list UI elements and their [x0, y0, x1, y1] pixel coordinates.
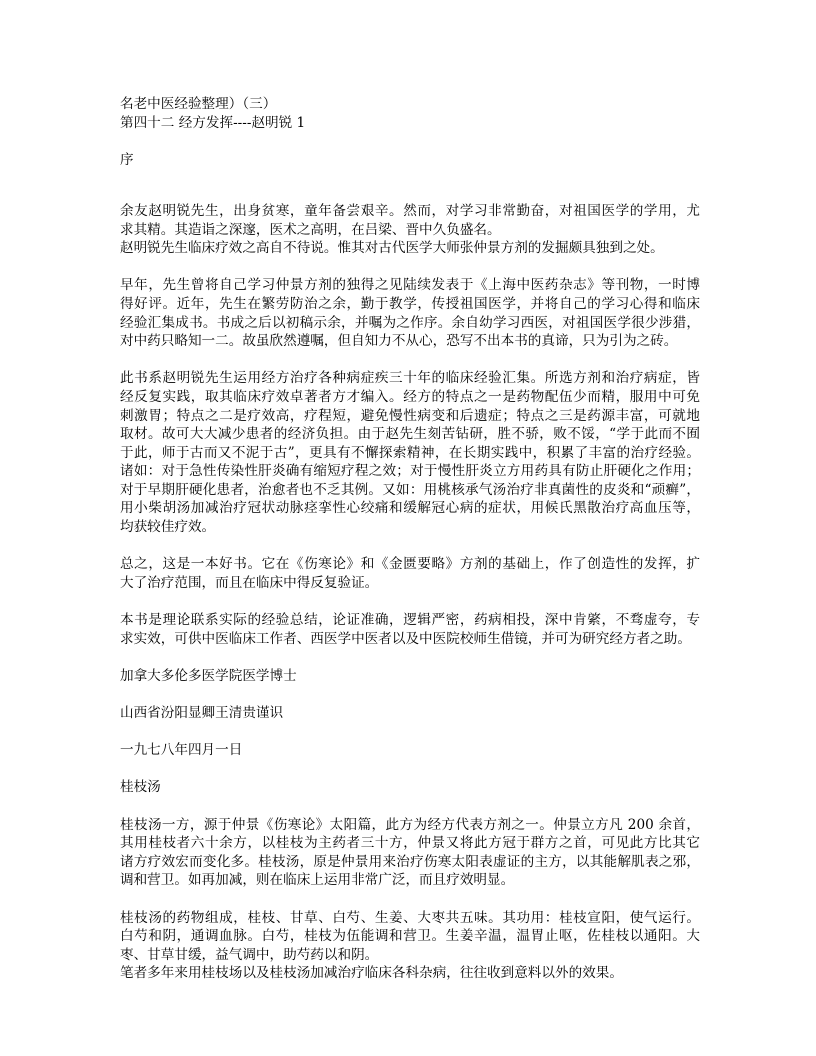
- text-line: 余友赵明锐先生，出身贫寒，童年备尝艰辛。然而，对学习非常勤奋，对祖国医学的学用，尤: [120, 202, 700, 219]
- text-line: 求实效，可供中医临床工作者、西医学中医者以及中医院校师生借镜，并可为研究经方者之助。: [120, 630, 691, 647]
- text-line: 取材。故可大大减少患者的经济负担。由于赵先生刻苦钻研，胜不骄，败不馁，“学于此而不囿: [120, 426, 700, 443]
- spacer: [120, 132, 700, 151]
- signature-affiliation: 加拿大多伦多医学院医学博士: [120, 667, 297, 684]
- spacer: [120, 592, 700, 611]
- text-line: 白芍和阴，通调血脉。白芍，桂枝为伍能调和营卫。生姜辛温，温胃止呕，佐桂枝以通阳。大: [120, 928, 700, 945]
- spacer: [120, 760, 700, 779]
- preface-paragraph-2: [120, 276, 700, 350]
- text-line: 本书是理论联系实际的经验总结，论证准确，逻辑严密，药病相投，深中肯綮，不骛虚夸，专: [120, 612, 700, 629]
- text-line: 于此，师于古而又不泥于古”，更具有不懈探索精神，在长期实践中，积累了丰富的治疗经验。: [120, 444, 700, 461]
- text-line: 对于早期肝硬化患者，治愈者也不乏其例。又如：用桃核承气汤治疗非真菌性的皮炎和“顽癣”，: [120, 481, 700, 498]
- text-line: 经反复实践，取其临床疗效卓著者方才编入。经方的特点之一是药物配伍少而精，服用中可免: [120, 388, 700, 405]
- text-line: 笔者多年来用桂枝场以及桂枝汤加减治疗临床各科杂病，往往收到意料以外的效果。: [120, 965, 623, 982]
- spacer: [120, 685, 700, 704]
- text-line: 对中药只略知一二。故虽欣然遵嘱，但自知力不从心，恐写不出本书的真谛，只为引为之砖。: [120, 333, 678, 350]
- document-page: [120, 95, 700, 983]
- text-line: 经验汇集成书。书成之后以初稿示余，并嘱为之作序。余自幼学习西医，对祖国医学很少涉猎，: [120, 314, 700, 331]
- chapter-title: 第四十二 经方发挥----赵明锐 1: [120, 114, 306, 131]
- section-paragraph-2: [120, 909, 700, 983]
- text-line: 得好评。近年，先生在繁劳防治之余，勤于教学，传授祖国医学，并将自己的学习心得和临床: [120, 295, 700, 312]
- spacer: [120, 351, 700, 370]
- series-title: 名老中医经验整理）（三）: [120, 96, 277, 112]
- text-line: 诸如：对于急性传染性肝炎确有缩短疗程之效；对于慢性肝炎立方用药具有防止肝硬化之作用；: [120, 463, 700, 480]
- preface-heading: 序: [120, 151, 134, 168]
- signature-date: 一九七八年四月一日: [120, 742, 243, 759]
- text-line: 用小柴胡汤加减治疗冠状动脉痉挛性心绞痛和缓解冠心病的症状，用候氏黑散治疗高血压等，: [120, 500, 700, 517]
- section-heading: 桂枝汤: [120, 779, 161, 796]
- text-line: 桂枝汤的药物组成，桂枝、甘草、白芍、生姜、大枣共五味。其功用：桂枝宣阳，使气运行。: [120, 909, 700, 926]
- spacer: [120, 890, 700, 909]
- preface-paragraph-1: [120, 202, 700, 258]
- text-line: 大了治疗范围，而且在临床中得反复验证。: [120, 574, 379, 591]
- signature-author: 山西省汾阳显卿王清贵谨识: [120, 705, 284, 721]
- text-line: 早年，先生曾将自己学习仲景方剂的独得之见陆续发表于《上海中医药杂志》等刊物，一时博: [120, 277, 700, 294]
- spacer: [120, 648, 700, 667]
- spacer: [120, 169, 700, 188]
- section-paragraph-1: [120, 816, 700, 890]
- text-line: 桂枝汤一方，源于仲景《伤寒论》太阳篇，此方为经方代表方剂之一。仲景立方凡 200 余首，: [120, 816, 700, 833]
- text-line: 刺激胃；特点之二是疗效高，疗程短，避免慢性病变和后遗症；特点之三是药源丰富，可就地: [120, 407, 700, 424]
- text-line: 均获较佳疗效。: [120, 519, 216, 536]
- text-line: 总之，这是一本好书。它在《伤寒论》和《金匮要略》方剂的基础上，作了创造性的发挥，扩: [120, 556, 700, 573]
- preface-paragraph-5: [120, 611, 700, 648]
- spacer: [120, 258, 700, 277]
- text-line: 求其精。其造诣之深邃，医术之高明，在吕梁、晋中久负盛名。: [120, 221, 501, 238]
- spacer: [120, 537, 700, 556]
- text-line: 调和营卫。如再加减，则在临床上运用非常广泛，而且疗效明显。: [120, 872, 515, 889]
- text-line: 其用桂枝者六十余方，以桂枝为主药者三十方，仲景又将此方冠于群方之首，可见此方比其它: [120, 835, 700, 852]
- text-line: 诸方疗效宏而变化多。桂枝汤，原是仲景用来治疗伤寒太阳表虚证的主方，以其能解肌表之邪，: [120, 853, 700, 870]
- spacer: [120, 723, 700, 742]
- text-line: 此书系赵明锐先生运用经方治疗各种病症疾三十年的临床经验汇集。所选方剂和治疗病症，皆: [120, 370, 700, 387]
- spacer: [120, 188, 700, 202]
- preface-paragraph-4: [120, 555, 700, 592]
- preface-paragraph-3: [120, 369, 700, 536]
- spacer: [120, 797, 700, 816]
- text-line: 赵明锐先生临床疗效之高自不待说。惟其对古代医学大师张仲景方剂的发掘颇具独到之处。: [120, 240, 664, 257]
- text-line: 枣、甘草甘缓，益气调中，助芍药以和阴。: [120, 946, 379, 963]
